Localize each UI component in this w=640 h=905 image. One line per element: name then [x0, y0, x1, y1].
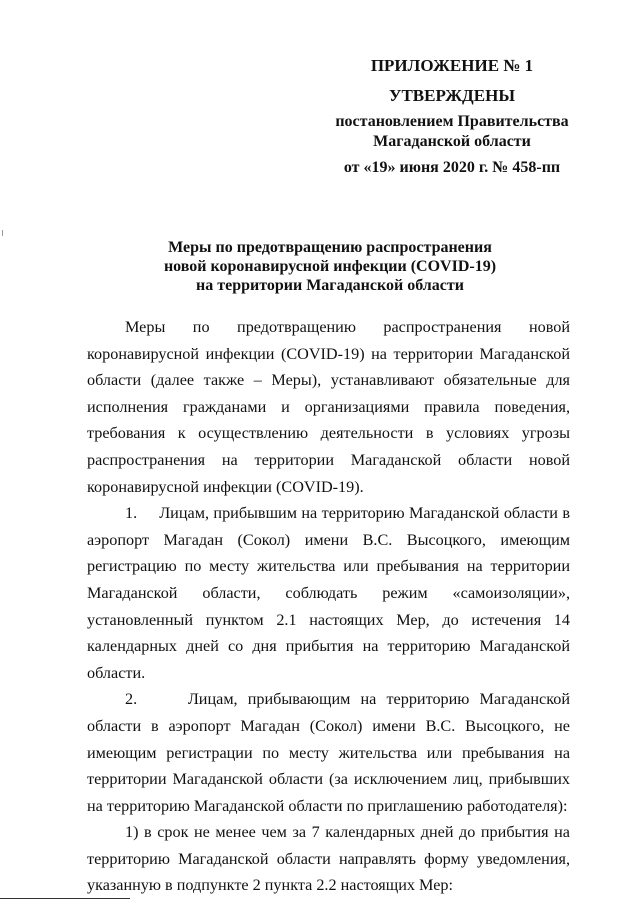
title-line-3: на территории Магаданской области [196, 277, 464, 294]
title-line-2: новой коронавирусной инфекции (COVID-19) [163, 258, 497, 275]
decree-reference [330, 112, 574, 152]
title-line-1: Меры по предотвращению распространения [168, 239, 492, 256]
decree-line-2: Магаданской области [373, 133, 531, 150]
appendix-heading: ПРИЛОЖЕНИЕ № 1 [370, 56, 534, 75]
paragraph-item-2: 2. Лицам, прибывающим на территорию Магаданской области в аэропорт Магадан (Сокол) имени В.С. Высоцкого, не имеющим регистрации по месту жительства или пребывания на территории Магаданской области (за исключением лиц, прибывших на территорию Магаданской области по приглашению работодателя): [87, 690, 570, 815]
document-body [87, 314, 570, 899]
footnote-rule [0, 898, 130, 899]
decree-line-1: постановлением Правительства [335, 113, 569, 130]
scan-margin-mark [2, 230, 6, 236]
decree-date: от «19» июня 2020 г. № 458-пп [343, 159, 561, 176]
paragraph-item-1: 1. Лицам, прибывшим на территорию Магаданской области в аэропорт Магадан (Сокол) имени В.С. Высоцкого, имеющим регистрацию по месту жительства или пребывания на территории Магаданской области, соблюдать режим «самоизоляции», установленный пунктом 2.1 настоящих Мер, до истечения 14 календарных дней со дня прибытия на территорию Магаданской области. [87, 504, 570, 682]
paragraph-subitem-1: 1) в срок не менее чем за 7 календарных дней до прибытия на территорию Магаданской области направлять форму уведомления, указанную в подпункте 2 пункта 2.2 настоящих Мер: [87, 823, 570, 895]
approved-heading: УТВЕРЖДЕНЫ [388, 86, 516, 105]
document-title [80, 238, 580, 295]
paragraph-intro: Меры по предотвращению распространения новой коронавирусной инфекции (COVID-19) на территории Магаданской области (далее также – Меры), устанавливают обязательные для исполнения гражданами и организациями правила поведения, требования к осуществлению деятельности в условиях угрозы распространения на территории Магаданской области новой коронавирусной инфекции (COVID-19). [87, 318, 570, 496]
